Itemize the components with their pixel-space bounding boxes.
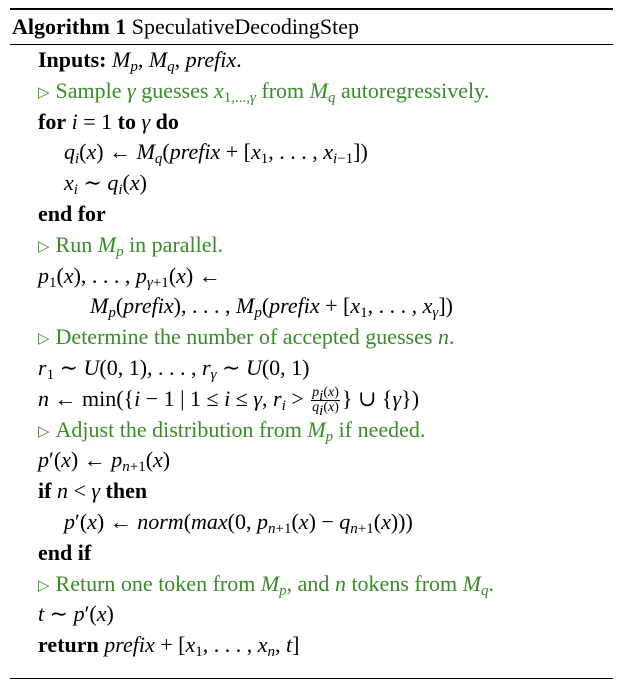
comment-line: ▷ Sample γ guesses $x_{1,...,\gamma}$ from $M_q$ autoregressively. [38,77,490,106]
triangle-right-icon: ▷ [38,577,50,594]
bottom-rule [10,678,613,679]
inputs-keyword: Inputs: [38,47,107,72]
endfor-line [10,199,613,230]
for-line: for i = 1 to γ do [38,108,179,134]
triangle-right-icon: ▷ [38,84,50,101]
endif-keyword: end if [38,539,92,565]
comment-line: ▷ Adjust the distribution from $M_p$ if needed. [38,416,426,445]
algorithm-label: Algorithm 1 [12,14,127,39]
r-sample-line: $r_1$ ∼ U(0, 1), . . . , $r_\gamma$ ∼ U(0, 1) [38,354,310,383]
if-line: if n < γ then [38,478,148,504]
algorithm-name: SpeculativeDecodingStep [131,14,360,39]
q-assign-line: $q_i(x)$ ← $M_q(prefix + [x_1$, . . . , $x_{i-1}$]) [64,139,368,168]
to-keyword: to [117,108,136,134]
norm-assign-line: p′(x) ← norm(max(0, $p_{n+1}(x) - q_{n+1}(x)$)) [64,508,413,537]
algorithm-box [10,8,613,661]
for-keyword: for [38,108,67,134]
endfor-keyword: end for [38,200,106,226]
triangle-right-icon: ▷ [38,238,50,255]
t-sample-line: t ∼ p′(x) [38,601,114,627]
return-line: return prefix + [$x_1$, . . . , $x_n$, t] [38,632,300,661]
x-sample-line: $x_i$ ∼ $q_i(x)$ [64,170,147,199]
comment-line: ▷ Determine the number of accepted guesses n. [38,324,455,350]
triangle-right-icon: ▷ [38,423,50,440]
comment-line: ▷ Run $M_p$ in parallel. [38,231,224,260]
then-keyword: then [105,478,148,504]
p-assign-continuation: $M_p(prefix)$, . . . , $M_p(prefix + [x_1$, . . . , $x_\gamma$]) [90,293,453,322]
return-keyword: return [38,632,99,658]
algorithm-title [10,10,613,44]
inputs-line: Inputs: $M_p$, $M_q$, prefix. [38,47,242,75]
algorithm-body [10,45,613,661]
p-assign-line: $p_1(x)$, . . . , $p_{\gamma+1}(x)$ ← [38,262,221,291]
do-keyword: do [155,108,179,134]
if-keyword: if [38,478,52,504]
pprime-assign-line: p′(x) ← $p_{n+1}(x)$ [38,447,171,476]
endif-line [10,538,613,569]
triangle-right-icon: ▷ [38,331,50,348]
n-assign-line: n ← min({i − 1 | 1 ≤ i ≤ γ, $r_i$ > $\frac{p_i(x)}{q_i(x)}$ } ∪ {γ}) [38,385,420,420]
comment-line: ▷ Return one token from $M_p$, and n tokens from $M_q$. [38,570,494,599]
ratio-fraction: $\frac{p_i(x)}{q_i(x)}$ [312,385,339,420]
